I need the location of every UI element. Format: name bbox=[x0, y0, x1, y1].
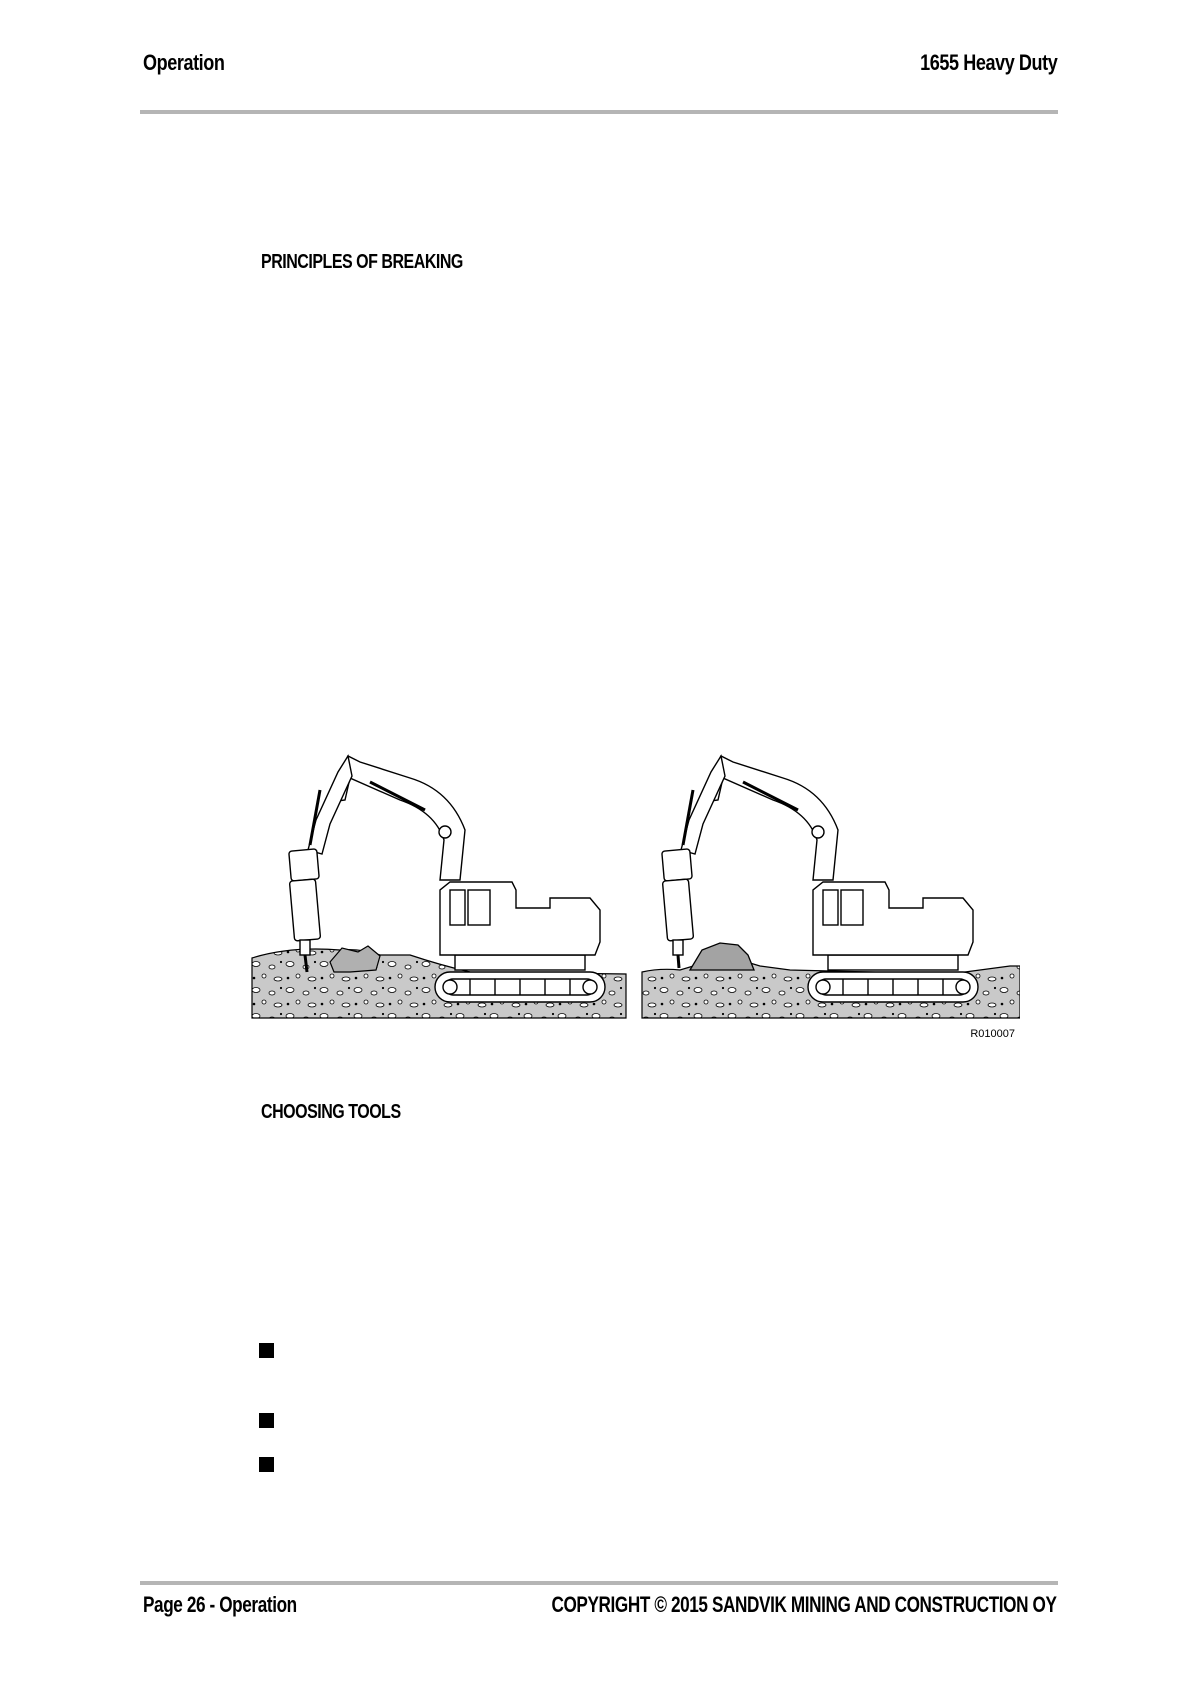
excavator-breaking-illustration bbox=[250, 750, 1020, 1050]
footer-copyright: COPYRIGHT © 2015 SANDVIK MINING AND CONSTRUCTION OY bbox=[551, 1592, 1057, 1617]
boulder-right bbox=[690, 943, 754, 970]
section-title-choosing-tools: CHOOSING TOOLS bbox=[261, 1101, 401, 1123]
footer-page-number: Page 26 - Operation bbox=[143, 1592, 297, 1617]
figure-code: R010007 bbox=[970, 1028, 1015, 1040]
bullet-marker bbox=[259, 1457, 274, 1472]
section-title-principles: PRINCIPLES OF BREAKING bbox=[261, 251, 463, 273]
header-divider bbox=[140, 110, 1058, 114]
bullet-marker bbox=[259, 1413, 274, 1428]
header-product-name: 1655 Heavy Duty bbox=[919, 50, 1057, 75]
excavator-illustration-svg bbox=[250, 750, 1020, 1050]
footer-divider bbox=[140, 1581, 1058, 1585]
bullet-marker bbox=[259, 1343, 274, 1358]
header-section-title: Operation bbox=[143, 50, 225, 75]
